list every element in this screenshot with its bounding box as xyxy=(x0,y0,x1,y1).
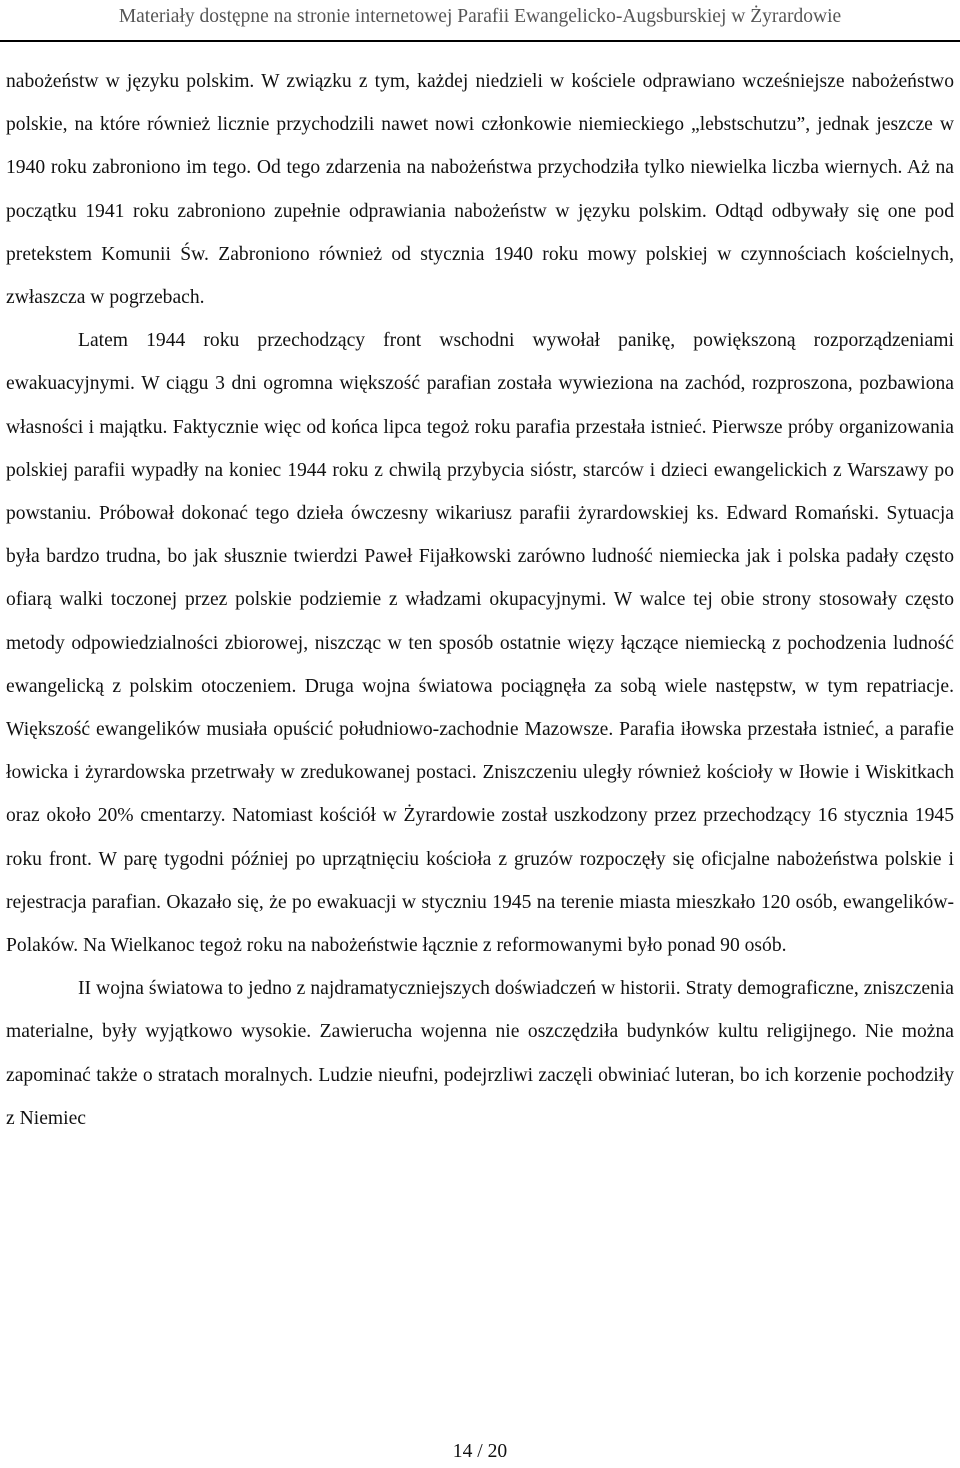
paragraph-2: Latem 1944 roku przechodzący front wschodni wywołał panikę, powiększoną rozporządzeniami ewakuacyjnymi. W ciągu 3 dni ogromna większość parafian została wywieziona na zachód, rozproszona, pozbawiona własności i majątku. Faktycznie więc od końca lipca tegoż roku parafia przestała istnieć. Pierwsze próby organizowania polskiej parafii wypadły na koniec 1944 roku z chwilą przybycia sióstr, starców i dzieci ewangelickich z Warszawy po powstaniu. Próbował dokonać tego dzieła ówczesny wikariusz parafii żyrardowskiej ks. Edward Romański. Sytuacja była bardzo trudna, bo jak słusznie twierdzi Paweł Fijałkowski zarówno ludność niemiecka jak i polska padały często ofiarą walki toczonej przez polskie podziemie z władzami okupacyjnymi. W walce tej obie strony stosowały często metody odpowiedzialności zbiorowej, niszcząc w ten sposób ostatnie więzy łączące niemiecką z pochodzenia ludność ewangelicką z polskim otoczeniem. Druga wojna światowa pociągnęła za sobą wiele następstw, w tym repatriacje. Większość ewangelików musiała opuścić południowo-zachodnie Mazowsze. Parafia iłowska przestała istnieć, a parafie łowicka i żyrardowska przetrwały w zredukowanej postaci. Zniszczeniu uległy również kościoły w Iłowie i Wiskitkach oraz około 20% cmentarzy. Natomiast kościół w Żyrardowie został uszkodzony przez przechodzący 16 stycznia 1945 roku front. W parę tygodni później po uprzątnięciu kościoła z gruzów rozpoczęły się oficjalne nabożeństwa polskie i rejestracja parafian. Okazało się, że po ewakuacji w styczniu 1945 na terenie miasta mieszkało 120 osób, ewangelików-Polaków. Na Wielkanoc tegoż roku na nabożeństwie łącznie z reformowanymi było ponad 90 osób. xyxy=(6,330,954,957)
paragraph-3: II wojna światowa to jedno z najdramatyczniejszych doświadczeń w historii. Straty demograficzne, zniszczenia materialne, były wyjątkowo wysokie. Zawierucha wojenna nie oszczędziła budynków kultu religijnego. Nie można zapominać także o stratach moralnych. Ludzie nieufni, podejrzliwi zaczęli obwiniać luteran, bo ich korzenie pochodziły z Niemiec xyxy=(6,978,954,1129)
page-header xyxy=(0,0,960,38)
header-text: Materiały dostępne na stronie internetowej Parafii Ewangelicko-Augsburskiej w Żyrardowie xyxy=(118,6,842,27)
page-number: 14 / 20 xyxy=(452,1441,508,1462)
document-body xyxy=(6,60,954,1140)
paragraph-1: nabożeństw w języku polskim. W związku z tym, każdej niedzieli w kościele odprawiano wcześniejsze nabożeństwo polskie, na które również licznie przychodzili nawet nowi członkowie niemieckiego „lebstschutzu”, jednak jeszcze w 1940 roku zabroniono im tego. Od tego zdarzenia na nabożeństwa przychodziła tylko niewielka liczba wiernych. Aż na początku 1941 roku zabroniono zupełnie odprawiania nabożeństw w języku polskim. Odtąd odbywały się one pod pretekstem Komunii Św. Zabroniono również od stycznia 1940 roku mowy polskiej w czynnościach kościelnych, zwłaszcza w pogrzebach. xyxy=(6,71,954,309)
page-footer xyxy=(0,1440,960,1464)
header-divider xyxy=(0,40,960,42)
